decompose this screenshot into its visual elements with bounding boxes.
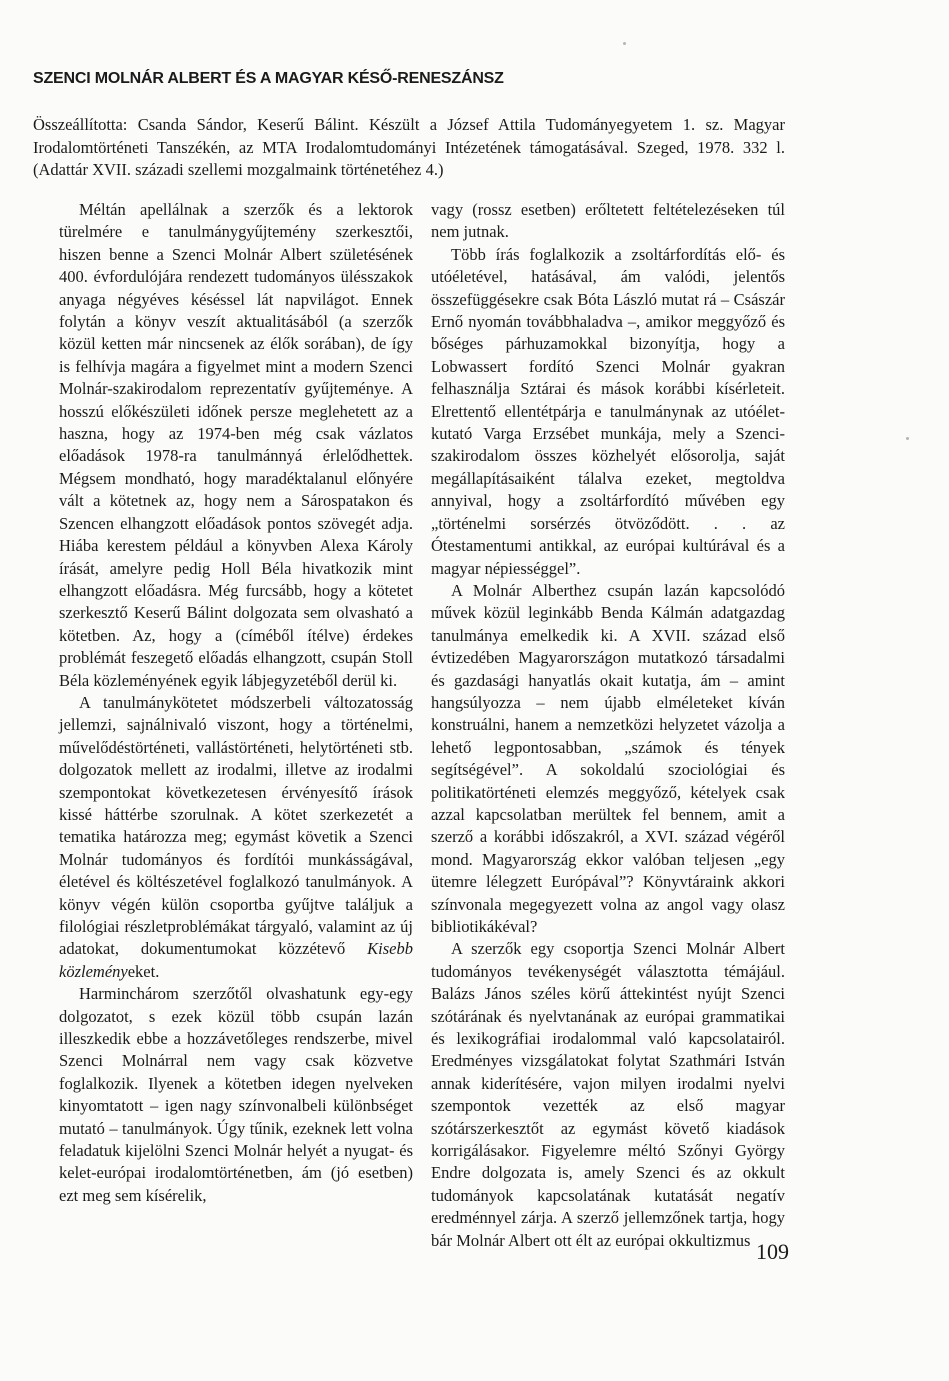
paper-speck [906, 437, 909, 440]
page-number: 109 [756, 1239, 789, 1264]
left-paragraph-2-end: eket. [127, 961, 160, 981]
paper-speck [623, 42, 626, 45]
right-column [431, 199, 785, 1252]
left-paragraph-2 [59, 692, 413, 983]
left-paragraph-3: Harminchárom szerzőtől olvashatunk egy-egy dolgozatot, s ezek közül több csupán lazán illeszkedik ebbe a hozzávetőleges rendszerbe, mivel Szenci Molnárral nem vagy csak közvetve foglalkozik. Ilyenek a kötetben idegen nyelveken kinyomtatott – igen nagy színvonalbeli különbséget mutató – tanulmányok. Úgy tűnik, ezeknek lett volna feladatuk kijelölni Szenci Molnár helyét a nyugat- és kelet-európai irodalomtörténetben, ám (jó esetben) ezt meg sem kísérelik, [59, 984, 413, 1205]
left-paragraph-2-text: A tanulmánykötetet módszerbeli változatosság jellemzi, sajnálnivaló viszont, hogy a történelmi, művelődéstörténeti, vallástörténeti, helytörténeti stb. dolgozatok mellett az irodalmi, illetve az irodalmi szempontokat következetesen érvényesítő írások kissé háttérbe szorulnak. A kötet szerkezetét a tematika határozza meg; egymást követik a Szenci Molnár tudományos és fordítói munkásságával, életével és költészetével foglalkozó tanulmányok. A könyv végén külön csoportba gyűjtve találjuk a filológiai részletproblémákat tárgyaló, valamint az új adatokat, dokumentumokat közzétevő [59, 692, 413, 959]
bibliographic-entry: Összeállította: Csanda Sándor, Keserű Bálint. Készült a József Attila Tudományegyetem 1. sz. Magyar Irodalomtörténeti Tanszékén, az MTA Irodalomtudományi Intézetének támogatásával. Szeged, 1978. 332 l. (Adattár XVII. századi szellemi mozgalmaink történetéhez 4.) [33, 115, 785, 179]
right-paragraph-4: A szerzők egy csoportja Szenci Molnár Albert tudományos tevékenységét választotta témájául. Balázs János széles körű áttekintést nyújt Szenci szótárának és nyelvtanának az európai grammatikai és lexikográfiai irodalommal való kapcsolatairól. Eredményes vizsgálatokat folytat Szathmári István annak kiderítésére, vajon milyen irodalmi nyelvi szempontok vezették az első magyar szótárszerkesztőt az egymást követő kiadások korrigálásakor. Figyelemre méltó Szőnyi György Endre dolgozata is, amely Szenci és az okkult tudományok kapcsolatának kutatását negatív eredménnyel zárja. A szerző jellemzőnek tartja, hogy bár Molnár Albert ott élt az európai okkultizmus [431, 939, 785, 1250]
left-paragraph-1: Méltán apellálnak a szerzők és a lektorok türelmére e tanulmánygyűjtemény szerkesztői, hiszen benne a Szenci Molnár Albert születésének 400. évfordulójára rendezett tudományos ülésszakok anyaga négyéves késéssel lát napvilágot. Ennek folytán a könyv veszít aktualitásából (a szerzők közül ketten már nincsenek az élők sorában), de így is felhívja magára a figyelmet mint a modern Szenci Molnár-szakirodalom reprezentatív gyűjteménye. A hosszú előkészületi időnek persze meglehetett az a haszna, hogy az 1974-ben még csak vázlatos előadások 1978-ra tanulmánnyá érlelődhettek. Mégsem mondható, hogy maradéktalanul előnyére vált a kötetnek az, hogy nem a Sárospatakon és Szencen elhangzott előadások pontos szövegét adja. Hiába kerestem például a könyvben Alexa Károly írását, amelyre pedig Holl Béla hivatkozik mint elhangzott előadásra. Még furcsább, hogy a kötetet szerkesztő Keserű Bálint dolgozata sem olvasható a kötetben. Az, hogy a (címéből ítélve) érdekes problémát feszegető előadás elhangzott, csupán Stoll Béla közleményének egyik lábjegyzetéből derül ki. [59, 200, 413, 690]
right-paragraph-3: A Molnár Alberthez csupán lazán kapcsolódó művek közül leginkább Benda Kálmán adatgazdag tanulmánya emelkedik ki. A XVII. század első évtizedében Magyarországon mutatkozó társadalmi és gazdasági hanyatlás okait kutatja, ám – amint hangsúlyozza – nem újabb elméleteket kíván konstruálni, hanem a nemzetközi helyzetet vázolja a lehető legpontosabban, „számok és tények segítségével”. A sokoldalú szociológiai és politikatörténeti elemzés meggyőző, kételyek csak azzal kapcsolatban merültek fel bennem, amit a szerző a korábbi időszakról, a XVI. század végéről mond. Magyarország ekkor valóban teljesen „egy ütemre lélegzett Európával”? Könyvtáraink akkori színvonala megegyezett volna az angol vagy olasz bibliotikákéval? [431, 580, 785, 936]
right-paragraph-2: Több írás foglalkozik a zsoltárfordítás elő- és utóéletével, hatásával, ám valódi, jelentős összefüggésekre csak Bóta László mutat rá – Császár Ernő nyomán továbbhaladva –, amikor meggyőző és bőséges párhuzamokkal bizonyítja, hogy a Lobwassert fordító Szenci Molnár gyakran felhasználja Sztárai és mások korábbi kísérleteit. Elrettentő ellentétpárja e tanulmánynak az utóélet-kutató Varga Erzsébet munkája, mely a Szenci-szakirodalom összes közhelyét elősorolja, saját megállapításaiként tálalva ezeket, megtoldva annyival, hogy a zsoltárfordító művében egy „történelmi sorsérzés ötvöződött. . . az Ótestamentumi antikkal, az európai kultúrával és a magyar népiességgel”. [431, 244, 785, 578]
review-title: SZENCI MOLNÁR ALBERT ÉS A MAGYAR KÉSŐ-RENESZÁNSZ [33, 70, 504, 87]
italic-title: Kisebb közlemény [59, 939, 413, 981]
right-paragraph-1: vagy (rossz esetben) erőltetett feltételezéseken túl nem jutnak. [431, 200, 785, 242]
left-column [59, 199, 413, 1207]
